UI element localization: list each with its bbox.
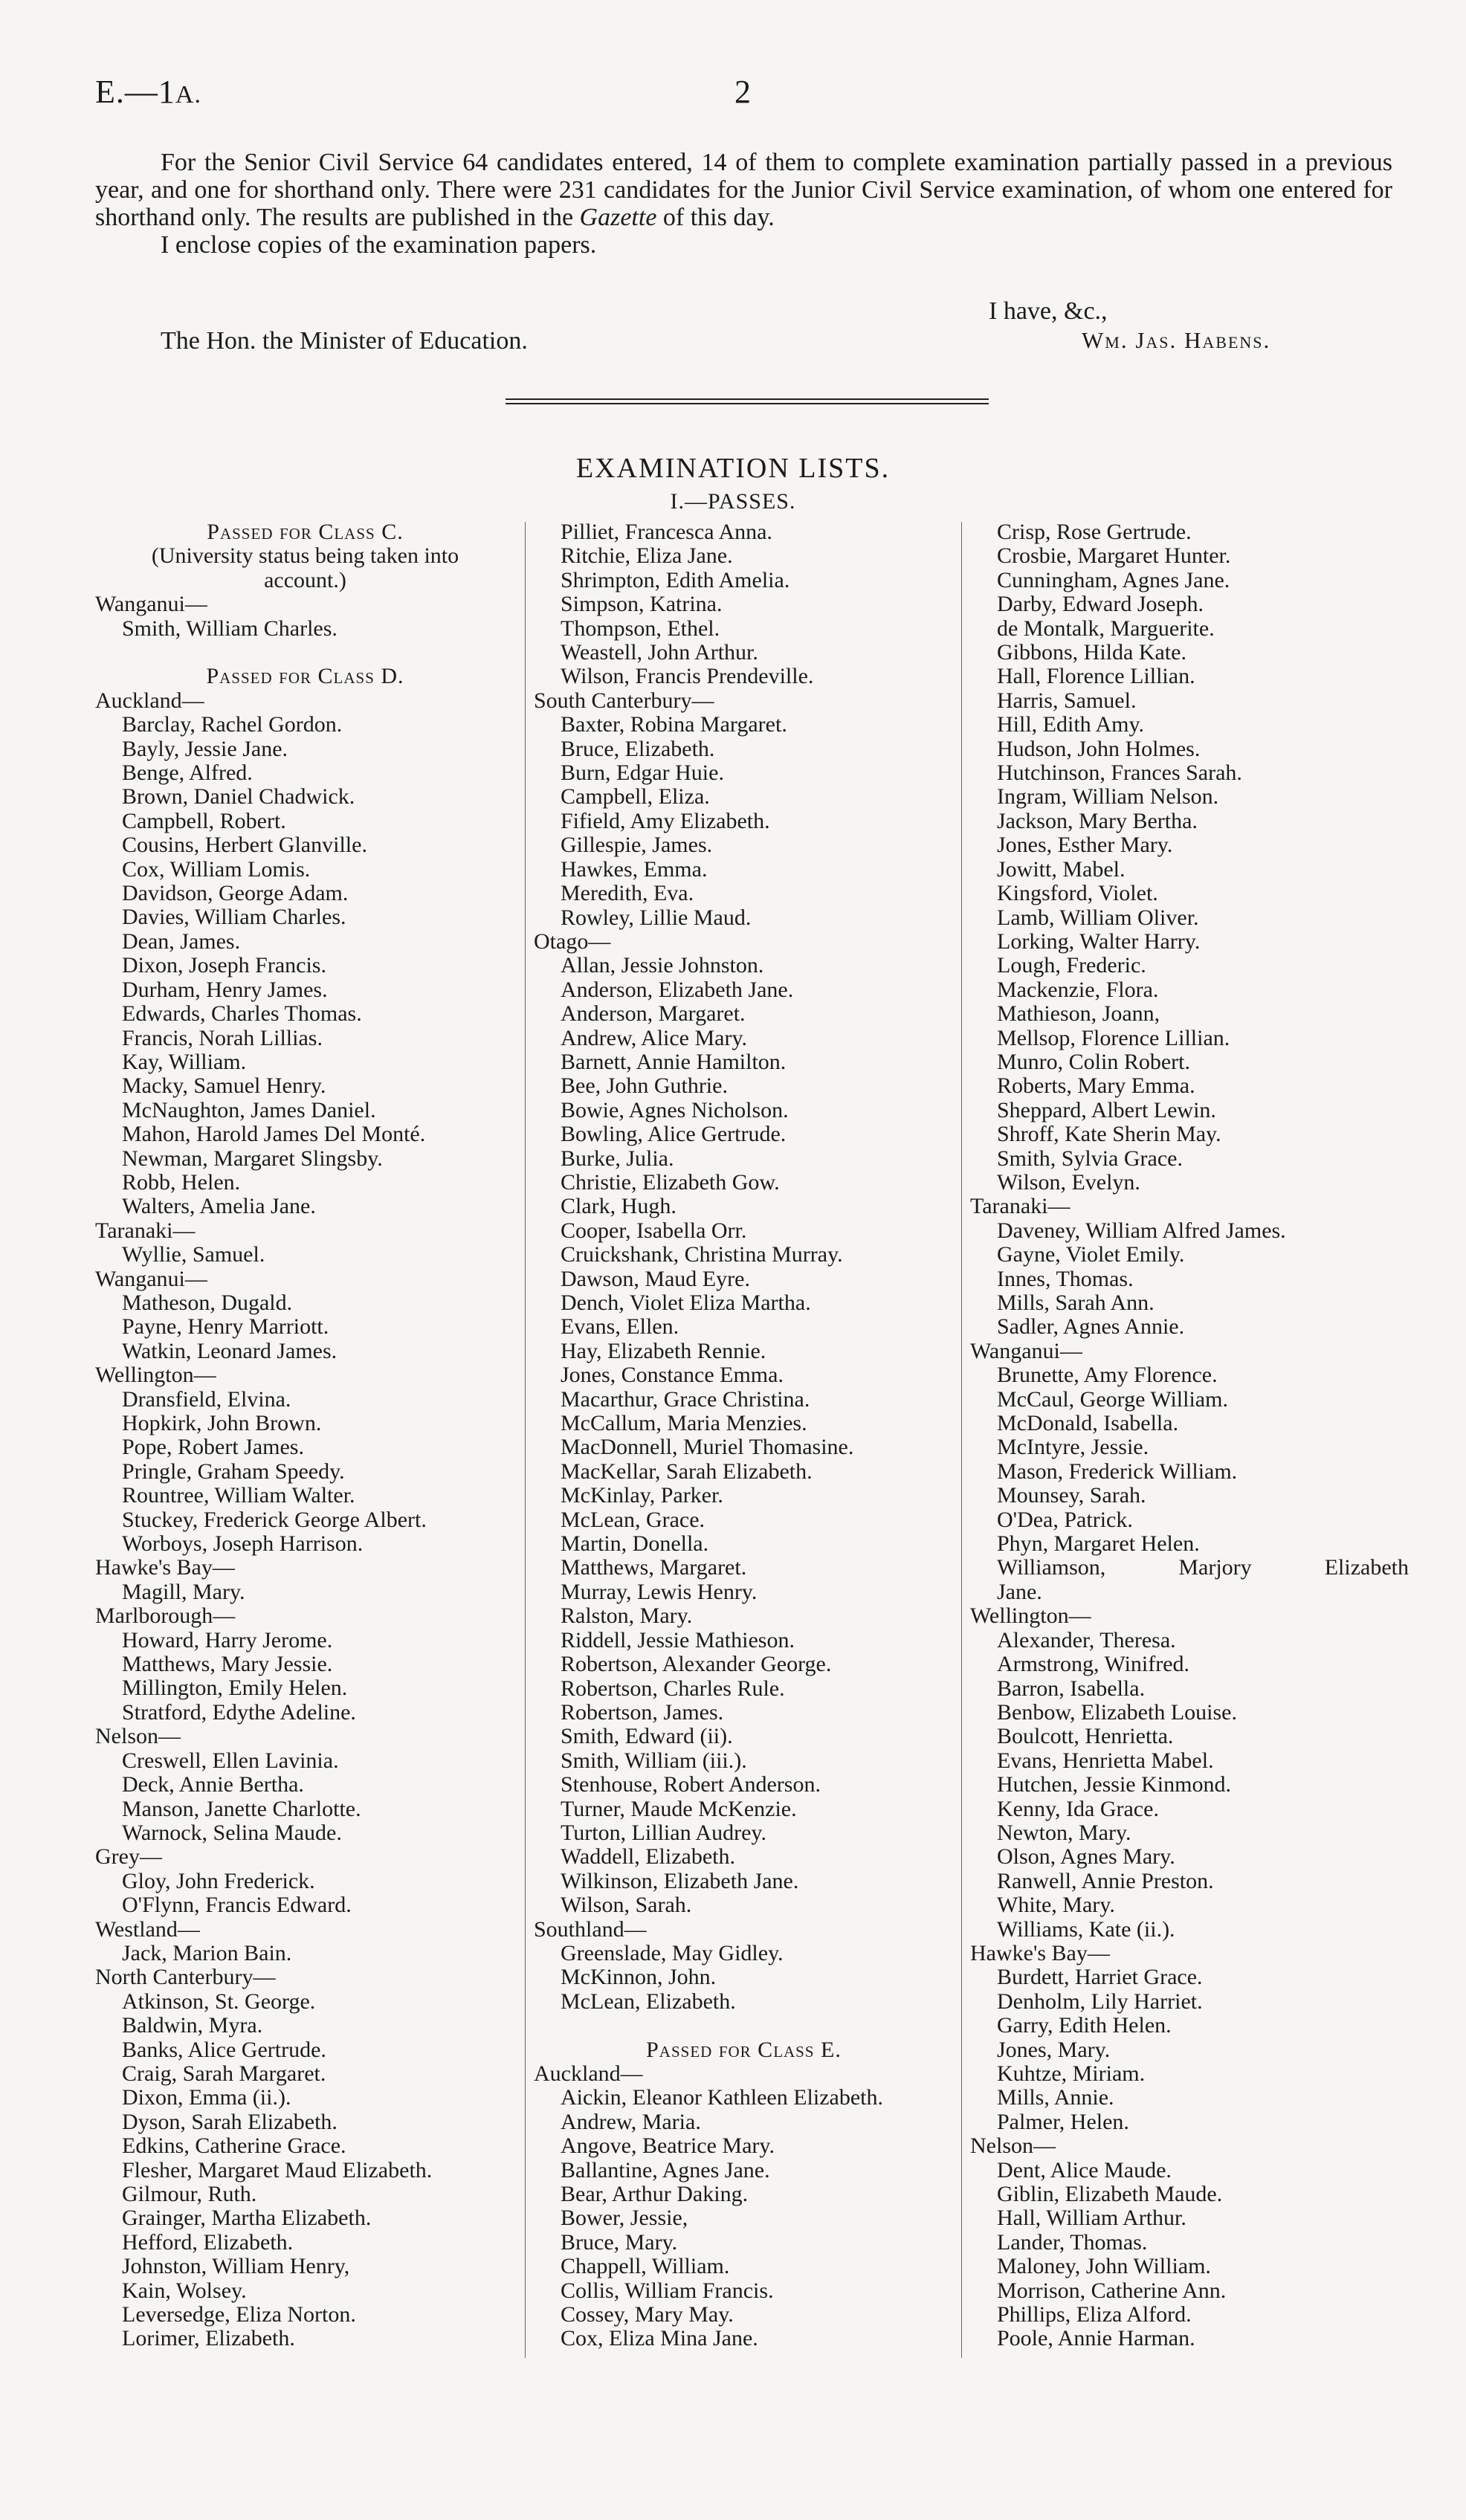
candidate-name: Aickin, Eleanor Kathleen Elizabeth. xyxy=(561,2085,883,2110)
candidate-name: Jones, Constance Emma. xyxy=(561,1363,784,1388)
candidate-name: Mackenzie, Flora. xyxy=(997,977,1159,1002)
passes-subtitle: I.—PASSES. xyxy=(670,489,796,514)
candidate-name: Ralston, Mary. xyxy=(561,1603,693,1629)
candidate-name: Flesher, Margaret Maud Elizabeth. xyxy=(122,2157,433,2183)
candidate-name: Bowie, Agnes Nicholson. xyxy=(561,1097,789,1122)
candidate-name: McLean, Elizabeth. xyxy=(561,1988,736,2014)
column-divider-1 xyxy=(525,522,526,2358)
class-note: account.) xyxy=(264,567,346,592)
candidate-name: Hutchen, Jessie Kinmond. xyxy=(997,1772,1231,1797)
candidate-name: Shroff, Kate Sherin May. xyxy=(997,1122,1221,1147)
candidate-name: Cox, William Lomis. xyxy=(122,856,311,882)
candidate-name: Banks, Alice Gertrude. xyxy=(122,2037,326,2062)
candidate-name: Newman, Margaret Slingsby. xyxy=(122,1146,383,1171)
letter-signoff: I have, &c., xyxy=(989,297,1108,325)
candidate-name: Maloney, John William. xyxy=(997,2254,1211,2279)
region-heading: Auckland— xyxy=(534,2061,643,2086)
candidate-name: McDonald, Isabella. xyxy=(997,1411,1179,1436)
candidate-name: Worboys, Joseph Harrison. xyxy=(122,1531,364,1557)
candidate-name: McCaul, George William. xyxy=(997,1386,1228,1412)
candidate-name: McCallum, Maria Menzies. xyxy=(561,1411,807,1436)
candidate-name: Howard, Harry Jerome. xyxy=(122,1627,333,1652)
class-heading: Passed for Class D. xyxy=(206,664,404,689)
candidate-name: Williams, Kate (ii.). xyxy=(997,1916,1175,1942)
candidate-name: Hutchinson, Frances Sarah. xyxy=(997,760,1242,786)
candidate-name: Kay, William. xyxy=(122,1049,247,1074)
candidate-name: Greenslade, May Gidley. xyxy=(561,1940,784,1965)
candidate-name: Daveney, William Alfred James. xyxy=(997,1218,1286,1243)
candidate-name: Garry, Edith Helen. xyxy=(997,2013,1172,2038)
candidate-name: Waddell, Elizabeth. xyxy=(561,1844,735,1870)
region-heading: Southland— xyxy=(534,1916,647,1942)
candidate-name: Clark, Hugh. xyxy=(561,1194,677,1219)
candidate-name: Roberts, Mary Emma. xyxy=(997,1073,1195,1099)
region-heading: North Canterbury— xyxy=(95,1965,276,1990)
examination-lists-title: EXAMINATION LISTS. xyxy=(575,453,891,484)
candidate-name: Barclay, Rachel Gordon. xyxy=(122,712,343,737)
candidate-name: Wilson, Francis Prendeville. xyxy=(561,664,814,689)
candidate-name: Martin, Donella. xyxy=(561,1531,709,1557)
candidate-name: Mounsey, Sarah. xyxy=(997,1483,1146,1508)
candidate-name: Darby, Edward Joseph. xyxy=(997,592,1204,617)
spacer xyxy=(95,641,515,665)
candidate-name: Sheppard, Albert Lewin. xyxy=(997,1097,1216,1122)
candidate-name: Hill, Edith Amy. xyxy=(997,712,1145,737)
candidate-name: Bower, Jessie, xyxy=(561,2206,688,2231)
candidate-name: Benge, Alfred. xyxy=(122,760,253,786)
candidate-name: Bruce, Elizabeth. xyxy=(561,736,715,761)
candidate-name: Watkin, Leonard James. xyxy=(122,1338,338,1363)
letter-paragraph-2: I enclose copies of the examination papers. xyxy=(161,231,597,259)
candidate-name: Allan, Jessie Johnston. xyxy=(561,953,764,978)
candidate-name: Davies, William Charles. xyxy=(122,905,346,930)
candidate-name: Morrison, Catherine Ann. xyxy=(997,2278,1227,2303)
candidate-name: Collis, William Francis. xyxy=(561,2278,774,2303)
candidate-name: Matheson, Dugald. xyxy=(122,1290,293,1315)
candidate-name: Dent, Alice Maude. xyxy=(997,2157,1172,2183)
candidate-name: Craig, Sarah Margaret. xyxy=(122,2061,326,2086)
region-heading: South Canterbury— xyxy=(534,688,714,713)
spacer xyxy=(534,2014,954,2038)
candidate-name: Chappell, William. xyxy=(561,2254,730,2279)
candidate-name: McNaughton, James Daniel. xyxy=(122,1097,376,1122)
candidate-name: Crosbie, Margaret Hunter. xyxy=(997,543,1231,569)
candidate-name: Anderson, Margaret. xyxy=(561,1001,746,1027)
candidate-name: Mellsop, Florence Lillian. xyxy=(997,1025,1230,1050)
candidate-name: Warnock, Selina Maude. xyxy=(122,1820,342,1845)
candidate-name: McLean, Grace. xyxy=(561,1507,705,1532)
candidate-name: Creswell, Ellen Lavinia. xyxy=(122,1748,339,1773)
region-heading: Wanganui— xyxy=(970,1338,1082,1363)
candidate-name: Cox, Eliza Mina Jane. xyxy=(561,2326,758,2351)
column-divider-2 xyxy=(961,522,962,2358)
candidate-name: Jowitt, Mabel. xyxy=(997,856,1126,882)
candidate-name: Wilson, Evelyn. xyxy=(997,1169,1140,1195)
candidate-name: Barnett, Annie Hamilton. xyxy=(561,1049,787,1074)
candidate-name: Burn, Edgar Huie. xyxy=(561,760,724,786)
candidate-name: Sadler, Agnes Annie. xyxy=(997,1314,1185,1340)
candidate-name: Mills, Annie. xyxy=(997,2085,1114,2110)
region-heading: Hawke's Bay— xyxy=(970,1940,1110,1965)
candidate-name: Smith, Sylvia Grace. xyxy=(997,1146,1183,1171)
candidate-name: Turton, Lillian Audrey. xyxy=(561,1820,766,1845)
names-column-1 xyxy=(95,520,515,2351)
candidate-name: Hay, Elizabeth Rennie. xyxy=(561,1338,766,1363)
candidate-name: Pilliet, Francesca Anna. xyxy=(561,520,772,544)
candidate-name: Kain, Wolsey. xyxy=(122,2278,247,2303)
class-note: (University status being taken into xyxy=(151,543,459,569)
region-heading: Wellington— xyxy=(95,1363,216,1388)
divider-rule-bottom xyxy=(506,403,989,404)
candidate-name: Gloy, John Frederick. xyxy=(122,1868,315,1893)
candidate-name: Wyllie, Samuel. xyxy=(122,1242,265,1267)
candidate-name: Crisp, Rose Gertrude. xyxy=(997,520,1192,544)
candidate-name: Brown, Daniel Chadwick. xyxy=(122,784,355,810)
candidate-name: McIntyre, Jessie. xyxy=(997,1435,1149,1460)
candidate-name: Hudson, John Holmes. xyxy=(997,736,1201,761)
candidate-name: Angove, Beatrice Mary. xyxy=(561,2133,775,2159)
candidate-name: Mahon, Harold James Del Monté. xyxy=(122,1122,426,1147)
candidate-name: McKinnon, John. xyxy=(561,1965,717,1990)
region-heading: Marlborough— xyxy=(95,1603,236,1629)
region-heading: Westland— xyxy=(95,1916,200,1942)
candidate-name: Dyson, Sarah Elizabeth. xyxy=(122,2109,338,2134)
candidate-name: de Montalk, Marguerite. xyxy=(997,616,1215,641)
candidate-name: Lough, Frederic. xyxy=(997,953,1146,978)
candidate-name: Phyn, Margaret Helen. xyxy=(997,1531,1200,1557)
candidate-name: Burke, Julia. xyxy=(561,1146,674,1171)
candidate-name: Stuckey, Frederick George Albert. xyxy=(122,1507,427,1532)
candidate-name: Ranwell, Annie Preston. xyxy=(997,1868,1214,1893)
candidate-name: Hall, William Arthur. xyxy=(997,2206,1186,2231)
candidate-name: White, Mary. xyxy=(997,1893,1115,1918)
region-heading: Nelson— xyxy=(970,2133,1056,2159)
letter-signer: Wm. Jas. Habens. xyxy=(1082,327,1271,353)
candidate-name: Alexander, Theresa. xyxy=(997,1627,1176,1652)
letter-body xyxy=(95,149,1392,259)
candidate-name: Hawkes, Emma. xyxy=(561,856,708,882)
candidate-name: Baxter, Robina Margaret. xyxy=(561,712,787,737)
candidate-name: Stratford, Edythe Adeline. xyxy=(122,1699,356,1725)
candidate-name: Andrew, Maria. xyxy=(561,2109,701,2134)
candidate-name: Barron, Isabella. xyxy=(997,1676,1146,1701)
class-heading: Passed for Class C. xyxy=(207,520,404,544)
candidate-name: Matthews, Mary Jessie. xyxy=(122,1652,333,1677)
candidate-name: Innes, Thomas. xyxy=(997,1266,1134,1291)
candidate-name: Durham, Henry James. xyxy=(122,977,328,1002)
region-heading: Grey— xyxy=(95,1844,162,1870)
candidate-name: Payne, Henry Marriott. xyxy=(122,1314,329,1340)
candidate-name: Cousins, Herbert Glanville. xyxy=(122,833,367,858)
candidate-name: Gillespie, James. xyxy=(561,833,713,858)
candidate-name: Smith, Edward (ii). xyxy=(561,1724,733,1749)
candidate-name: O'Dea, Patrick. xyxy=(997,1507,1133,1532)
candidate-name: Dawson, Maud Eyre. xyxy=(561,1266,750,1291)
region-heading: Otago— xyxy=(534,928,611,954)
candidate-name: Kingsford, Violet. xyxy=(997,881,1158,906)
candidate-name: Jones, Mary. xyxy=(997,2037,1111,2062)
candidate-name: O'Flynn, Francis Edward. xyxy=(122,1893,352,1918)
gazette-reference: Gazette xyxy=(579,204,657,231)
report-reference-main: E.—1 xyxy=(95,74,175,110)
candidate-name-continuation: Jane. xyxy=(997,1579,1042,1604)
candidate-name: Bee, John Guthrie. xyxy=(561,1073,728,1099)
candidate-name: Lander, Thomas. xyxy=(997,2229,1148,2255)
candidate-name: Grainger, Martha Elizabeth. xyxy=(122,2206,372,2231)
candidate-name: Gayne, Violet Emily. xyxy=(997,1242,1185,1267)
region-heading: Taranaki— xyxy=(970,1194,1071,1219)
candidate-name: Walters, Amelia Jane. xyxy=(122,1194,316,1219)
candidate-name: Andrew, Alice Mary. xyxy=(561,1025,748,1050)
candidate-name: Cossey, Mary May. xyxy=(561,2302,734,2327)
candidate-name: Christie, Elizabeth Gow. xyxy=(561,1169,780,1195)
candidate-name: Giblin, Elizabeth Maude. xyxy=(997,2182,1223,2207)
candidate-name: Thompson, Ethel. xyxy=(561,616,720,641)
candidate-name: Atkinson, St. George. xyxy=(122,1988,316,2014)
region-heading: Wellington— xyxy=(970,1603,1091,1629)
candidate-name: Lorimer, Elizabeth. xyxy=(122,2326,295,2351)
letter-paragraph-1-end: of this day. xyxy=(656,204,775,231)
candidate-name: Hopkirk, John Brown. xyxy=(122,1411,322,1436)
candidate-name: Wilson, Sarah. xyxy=(561,1893,692,1918)
candidate-name: Bowling, Alice Gertrude. xyxy=(561,1122,787,1147)
candidate-name: Ingram, William Nelson. xyxy=(997,784,1219,810)
divider-rule-top xyxy=(506,398,989,400)
candidate-name: Lorking, Walter Harry. xyxy=(997,928,1201,954)
region-heading: Nelson— xyxy=(95,1724,181,1749)
candidate-name: Kuhtze, Miriam. xyxy=(997,2061,1146,2086)
candidate-name: Bayly, Jessie Jane. xyxy=(122,736,288,761)
letter-addressee: The Hon. the Minister of Education. xyxy=(161,327,528,355)
candidate-name: Armstrong, Winifred. xyxy=(997,1652,1190,1677)
candidate-name: Manson, Janette Charlotte. xyxy=(122,1796,361,1821)
candidate-name: Pringle, Graham Speedy. xyxy=(122,1458,345,1484)
candidate-name: Hefford, Elizabeth. xyxy=(122,2229,294,2255)
candidate-name: Dean, James. xyxy=(122,928,241,954)
candidate-name: Mathieson, Joann, xyxy=(997,1001,1160,1027)
region-heading: Auckland— xyxy=(95,688,204,713)
class-heading: Passed for Class E. xyxy=(646,2037,842,2062)
candidate-name: MacDonnell, Muriel Thomasine. xyxy=(561,1435,854,1460)
candidate-name: Shrimpton, Edith Amelia. xyxy=(561,567,790,592)
candidate-name: Meredith, Eva. xyxy=(561,881,694,906)
candidate-name: Boulcott, Henrietta. xyxy=(997,1724,1174,1749)
candidate-name: Baldwin, Myra. xyxy=(122,2013,263,2038)
candidate-name: Dransfield, Elvina. xyxy=(122,1386,291,1412)
candidate-name: Rowley, Lillie Maud. xyxy=(561,905,752,930)
candidate-name: Weastell, John Arthur. xyxy=(561,640,758,665)
candidate-name: Evans, Ellen. xyxy=(561,1314,679,1340)
candidate-name: Benbow, Elizabeth Louise. xyxy=(997,1699,1237,1725)
candidate-name: Simpson, Katrina. xyxy=(561,592,723,617)
region-heading: Taranaki— xyxy=(95,1218,196,1243)
candidate-name: Burdett, Harriet Grace. xyxy=(997,1965,1203,1990)
candidate-name: MacKellar, Sarah Elizabeth. xyxy=(561,1458,813,1484)
candidate-name: Cruickshank, Christina Murray. xyxy=(561,1242,843,1267)
candidate-name: Palmer, Helen. xyxy=(997,2109,1129,2134)
candidate-name: Wilkinson, Elizabeth Jane. xyxy=(561,1868,799,1893)
candidate-name: Mills, Sarah Ann. xyxy=(997,1290,1155,1315)
candidate-name: Francis, Norah Lillias. xyxy=(122,1025,323,1050)
candidate-name: Rountree, William Walter. xyxy=(122,1483,355,1508)
candidate-name: Olson, Agnes Mary. xyxy=(997,1844,1175,1870)
candidate-name: Riddell, Jessie Mathieson. xyxy=(561,1627,795,1652)
candidate-name: Williamson, Marjory Elizabeth xyxy=(997,1555,1409,1580)
candidate-name: Leversedge, Eliza Norton. xyxy=(122,2302,356,2327)
candidate-name: Turner, Maude McKenzie. xyxy=(561,1796,797,1821)
candidate-name: Millington, Emily Helen. xyxy=(122,1676,348,1701)
candidate-name: Munro, Colin Robert. xyxy=(997,1049,1190,1074)
candidate-name: Jones, Esther Mary. xyxy=(997,833,1173,858)
report-reference xyxy=(95,73,201,111)
candidate-name: Evans, Henrietta Mabel. xyxy=(997,1748,1214,1773)
names-column-2 xyxy=(534,520,954,2351)
candidate-name: Edkins, Catherine Grace. xyxy=(122,2133,346,2159)
candidate-name: Cunningham, Agnes Jane. xyxy=(997,567,1230,592)
candidate-name: Poole, Annie Harman. xyxy=(997,2326,1195,2351)
candidate-name: Davidson, George Adam. xyxy=(122,881,349,906)
candidate-name: Mason, Frederick William. xyxy=(997,1458,1238,1484)
region-heading: Wanganui— xyxy=(95,1266,207,1291)
candidate-name: Matthews, Margaret. xyxy=(561,1555,747,1580)
candidate-name: Stenhouse, Robert Anderson. xyxy=(561,1772,821,1797)
page-number: 2 xyxy=(734,74,751,110)
candidate-name: Jack, Marion Bain. xyxy=(122,1940,292,1965)
candidate-name: Lamb, William Oliver. xyxy=(997,905,1199,930)
candidate-name: Cooper, Isabella Orr. xyxy=(561,1218,747,1243)
candidate-name: Hall, Florence Lillian. xyxy=(997,664,1195,689)
candidate-name: Johnston, William Henry, xyxy=(122,2254,350,2279)
candidate-name: Ritchie, Eliza Jane. xyxy=(561,543,733,569)
names-column-3 xyxy=(970,520,1409,2351)
candidate-name: Deck, Annie Bertha. xyxy=(122,1772,304,1797)
region-heading: Wanganui— xyxy=(95,592,207,617)
candidate-name: Campbell, Robert. xyxy=(122,808,286,833)
candidate-name: Dench, Violet Eliza Martha. xyxy=(561,1290,811,1315)
candidate-name: Macarthur, Grace Christina. xyxy=(561,1386,810,1412)
candidate-name: Brunette, Amy Florence. xyxy=(997,1363,1218,1388)
region-heading: Hawke's Bay— xyxy=(95,1555,235,1580)
candidate-name: Magill, Mary. xyxy=(122,1579,245,1604)
candidate-name: Smith, William Charles. xyxy=(122,616,338,641)
candidate-name: Newton, Mary. xyxy=(997,1820,1131,1845)
candidate-name: Jackson, Mary Bertha. xyxy=(997,808,1198,833)
candidate-name: Phillips, Eliza Alford. xyxy=(997,2302,1192,2327)
candidate-name: Murray, Lewis Henry. xyxy=(561,1579,758,1604)
candidate-name: Harris, Samuel. xyxy=(997,688,1137,713)
candidate-name: Ballantine, Agnes Jane. xyxy=(561,2157,770,2183)
candidate-name: Pope, Robert James. xyxy=(122,1435,304,1460)
candidate-name: Macky, Samuel Henry. xyxy=(122,1073,326,1099)
candidate-name: Robertson, Alexander George. xyxy=(561,1652,832,1677)
candidate-name: Edwards, Charles Thomas. xyxy=(122,1001,362,1027)
candidate-name: Bruce, Mary. xyxy=(561,2229,678,2255)
candidate-name: Campbell, Eliza. xyxy=(561,784,710,810)
candidate-name: Bear, Arthur Daking. xyxy=(561,2182,749,2207)
letter-paragraph-1 xyxy=(95,149,1392,231)
report-reference-suffix: A. xyxy=(175,81,201,109)
candidate-name: McKinlay, Parker. xyxy=(561,1483,723,1508)
candidate-name: Robb, Helen. xyxy=(122,1169,241,1195)
candidate-name: Anderson, Elizabeth Jane. xyxy=(561,977,794,1002)
letter-paragraph-1-text: For the Senior Civil Service 64 candidates entered, 14 of them to complete examination partially passed in a previous year, and one for shorthand only. There were 231 candidates for the Junior Civil Service examination, of whom one entered for shorthand only. The results are published in the xyxy=(95,149,1392,231)
candidate-name: Dixon, Joseph Francis. xyxy=(122,953,326,978)
candidate-name: Fifield, Amy Elizabeth. xyxy=(561,808,770,833)
candidate-name: Robertson, Charles Rule. xyxy=(561,1676,785,1701)
candidate-name: Kenny, Ida Grace. xyxy=(997,1796,1159,1821)
candidate-name: Smith, William (iii.). xyxy=(561,1748,747,1773)
candidate-name: Gibbons, Hilda Kate. xyxy=(997,640,1186,665)
candidate-name: Gilmour, Ruth. xyxy=(122,2182,257,2207)
candidate-name: Denholm, Lily Harriet. xyxy=(997,1988,1203,2014)
candidate-name: Robertson, James. xyxy=(561,1699,724,1725)
candidate-name: Dixon, Emma (ii.). xyxy=(122,2085,291,2110)
